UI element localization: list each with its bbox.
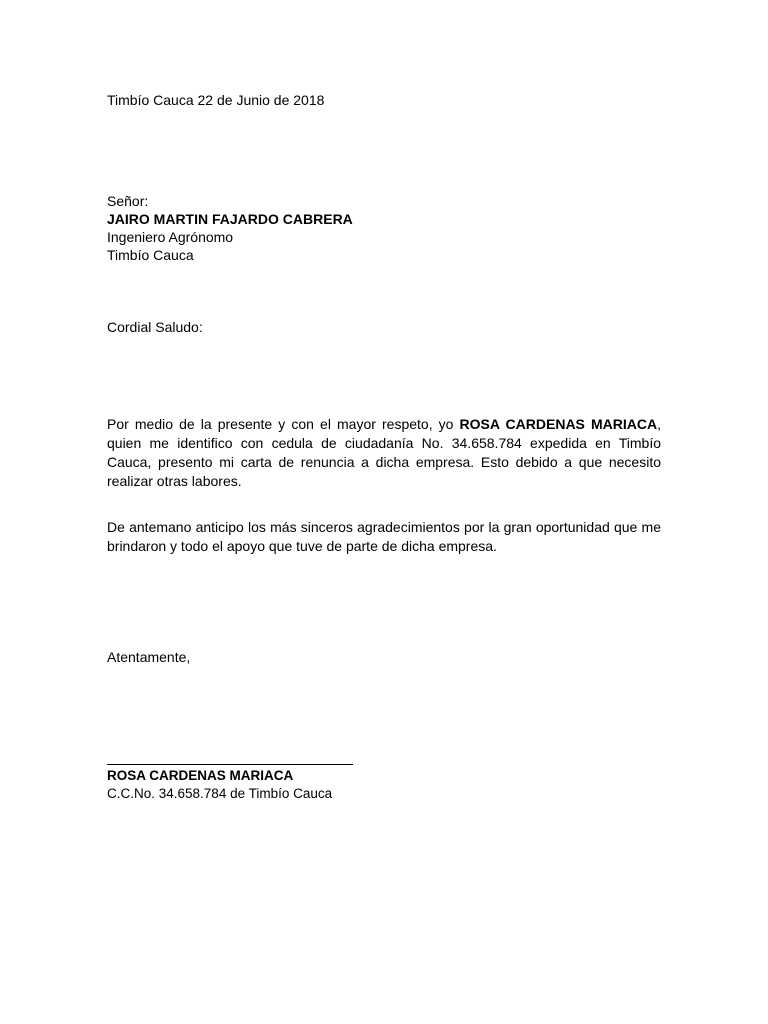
letter-page [107,0,661,1024]
recipient-salutation: Señor: [107,193,149,209]
date-line [107,91,661,110]
signature-line [107,764,353,765]
closing-text: Atentamente, [107,649,191,665]
body-paragraph-1 [107,415,661,491]
signature-name-block [107,766,661,785]
body-paragraph-2: De antemano anticipo los más sinceros agradecimientos por la gran oportunidad que me brindaron y todo el apoyo que tuve de parte de dicha empresa. [107,519,661,554]
signature-name: ROSA CARDENAS MARIACA [107,768,294,783]
paragraph-1-name: ROSA CARDENAS MARIACA [459,416,658,432]
greeting-text: Cordial Saludo: [107,319,203,335]
paragraph-1-intro: Por medio de la presente y con el mayor respeto, yo [107,416,460,432]
recipient-title: Ingeniero Agrónomo [107,229,234,245]
recipient-city: Timbío Cauca [107,247,194,263]
signature-id: C.C.No. 34.658.784 de Timbío Cauca [107,786,333,801]
date-text: Timbío Cauca 22 de Junio de 2018 [107,92,325,108]
signature-id-block [107,784,661,803]
paragraph-1-rest: , quien me identifico con cedula de ciudadanía No. 34.658.784 expedida en Timbío Cauca, presento mi carta de renuncia a dicha empresa. Esto debido a que necesito realizar otras labores. [107,416,661,489]
greeting [107,318,661,337]
closing [107,648,661,667]
recipient-block [107,192,661,264]
recipient-name: JAIRO MARTIN FAJARDO CABRERA [107,211,353,227]
